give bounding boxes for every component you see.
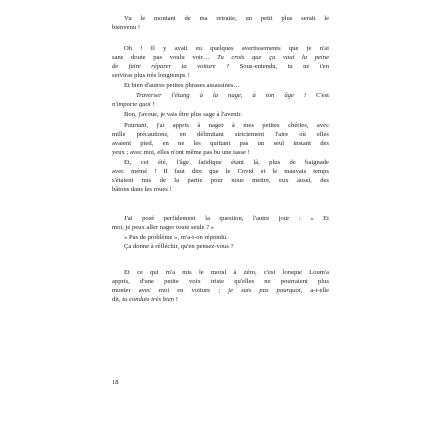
paragraph-answer (112, 233, 329, 242)
text-line: bâtons dans les roues ! (112, 186, 172, 194)
text-line: Ça donne à réfléchir, qu'en pensez-vous ? (124, 243, 234, 250)
quoted-remark: Tu crois que ça vaut la peine (217, 54, 329, 62)
text-line: avec mémé ! Il faut dire que le Covid et le mauvais temps (112, 168, 329, 176)
text-line: Et ce qui m'a mis le moral à zéro, c'est lorsque Loum'a (124, 269, 329, 276)
quoted-remark: Traverser l'étang à la nage, à ton âge ! (136, 92, 307, 99)
text-line: de faire réparer ta voiture ? Sous-entendu, tu ne t'en (112, 63, 329, 71)
text-line: appris, d'une petite voix triste qu'elles ne pourraient plus (112, 278, 329, 286)
quoted-remark: je sais pas pourquoi (228, 287, 301, 295)
page-number: 18 (112, 379, 119, 386)
text-line: serviras plus très longtemps ! (112, 72, 190, 80)
text-line: avaient pied, en ne les quittant pas un seul instant des (112, 140, 329, 148)
text-line: moi, je peux aller nager toute seule ? » (112, 224, 214, 232)
paragraph-car (112, 268, 329, 304)
paragraph-swim-remark (112, 91, 329, 109)
paragraph-warnings (112, 44, 329, 80)
paragraph-summer (112, 158, 329, 194)
paragraph-intro (112, 14, 329, 32)
text-line: monter avec moi en voiture ; je sais pas pourquoi, a-t-elle (112, 287, 329, 295)
text-line: Oh ! Il y avait eu quelques avertissements que je n'ai (124, 45, 329, 52)
text-line: Vu le montant de ma retraite, un petit plus serait le (124, 15, 329, 22)
text-line: Et, cet été, l'âge fatidique étant là, plus de baignade (124, 159, 329, 166)
paragraph-other-phrases (112, 81, 329, 90)
paragraph-reflection (112, 242, 329, 251)
text-line: Pourtant, j'ai appris à nager à mes petites chéries, avec (124, 122, 329, 129)
text-line: s'étaient mis de la partie pour nous mettre, eux aussi, des (112, 177, 329, 185)
text-line: J'ai posé perfidement la question, l'autre jour : « Et (124, 215, 329, 222)
text-line: « Pas de problème », m'a-t-on répondu. (124, 234, 228, 241)
text-segment: sans doute pas voulu voir… (112, 54, 218, 62)
paragraph-swimming-lessons (112, 121, 329, 157)
quoted-remark: tu conduis très bien (122, 296, 175, 304)
text-line: yeux ; avec moi, elles n'ont même pas bu une tasse ! (112, 149, 250, 157)
text-line: dit, tu conduis très bien ! (112, 296, 178, 304)
text-line: bienvenu ! (112, 24, 141, 32)
text-line: Traverser l'étang à la nage, à ton âge ! C'est (136, 92, 329, 99)
paragraph-question (112, 214, 329, 232)
quoted-remark: de faire réparer ta voiture ? (112, 63, 230, 71)
text-line: mille précautions, en délimitant strictement l'aire où elles (112, 131, 329, 139)
paragraph-admission (112, 110, 329, 119)
text-line: Et bien d'autres petites phrases assassines… (124, 82, 241, 89)
quoted-remark: n'importe quoi ! (112, 101, 155, 109)
text-line (112, 53, 329, 62)
text-line: Bon, j'avoue, je vais être plus sage à l'avenir. (124, 111, 242, 118)
text-line (112, 100, 329, 109)
